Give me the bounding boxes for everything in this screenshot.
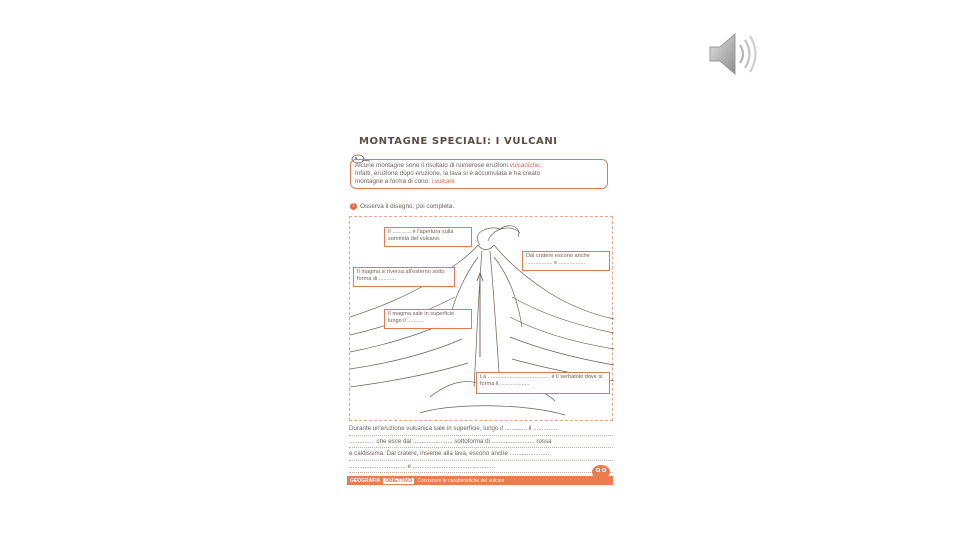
exercise-text: Osserva il disegno, poi completa.	[360, 203, 455, 210]
footer-subject: GEOGRAFIA	[350, 477, 381, 484]
paragraph-line: e caldissima. Dal cratere, insieme alla lava, escono anche .......................,	[349, 448, 613, 461]
label-underground: La ........................................ è il serbatoio dove si forma il ...................	[476, 372, 610, 394]
completion-paragraph	[349, 423, 613, 473]
worksheet-title: MONTAGNE SPECIALI: I VULCANI	[359, 136, 558, 147]
intro-text-3: montagne a forma di cono:	[355, 178, 432, 185]
intro-text-1: Alcune montagne sono il risultato di numerose eruzioni	[355, 162, 510, 169]
paragraph-line: Durante un'eruzione vulcanica sale in superficie, lungo il ............, il ..............	[349, 423, 613, 436]
intro-box	[350, 159, 608, 189]
footer-bar	[347, 476, 613, 485]
label-crater-exit: Dal cratere escono anche ................. e .................	[522, 251, 610, 271]
exercise-number: 1	[350, 203, 357, 210]
label-crater: Il ............ è l'apertura sulla sommità del vulcano.	[384, 227, 472, 247]
paragraph-line: ............... che esce dal ....................... sottoforma di ......................... rossa	[349, 436, 613, 449]
speaker-icon[interactable]	[706, 30, 760, 78]
label-outflow: Il magma si riversa all'esterno sotto forma di ...........	[353, 267, 455, 287]
label-rises: Il magma sale in superficie lungo il ...........	[384, 309, 472, 329]
intro-highlight-2: i vulcani.	[431, 178, 457, 185]
footer-tag: OBIETTIVO	[385, 477, 413, 484]
exercise-instruction	[350, 203, 454, 210]
volcano-diagram	[349, 216, 613, 421]
intro-text-2: Infatti, eruzione dopo eruzione, la lava si è accumulata e ha creato	[355, 170, 541, 177]
paragraph-line: ................................. e ................................................	[349, 461, 613, 474]
footer-description: Conoscere le caratteristiche dei vulcani	[417, 477, 505, 484]
intro-highlight-1: vulcaniche.	[509, 162, 542, 169]
worksheet	[344, 132, 616, 490]
